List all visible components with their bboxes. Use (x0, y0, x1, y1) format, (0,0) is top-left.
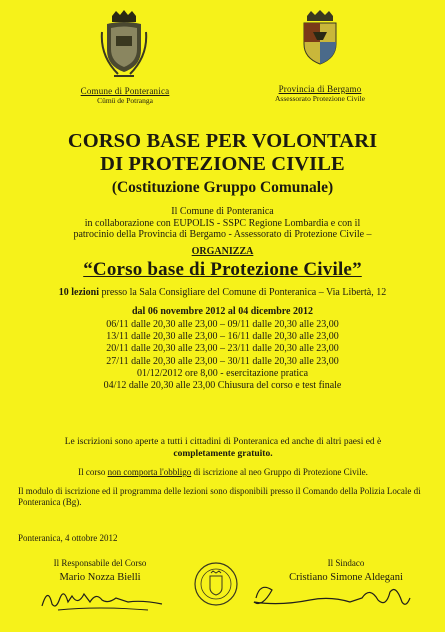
schedule-line: 06/11 dalle 20,30 alle 23,00 – 09/11 dalle 20,30 alle 23,00 (106, 319, 339, 330)
schedule-line: 27/11 dalle 20,30 alle 23,00 – 30/11 dalle 20,30 alle 23,00 (106, 355, 339, 367)
provincia-subtitle: Assessorato Protezione Civile (275, 94, 365, 103)
note-obligation-b: di iscrizione al neo Gruppo di Protezione Civile. (191, 467, 368, 477)
schedule-list (0, 319, 445, 392)
left-name: Mario Nozza Bielli (59, 572, 141, 583)
bergamo-crest-icon (297, 10, 343, 66)
notes-block (18, 437, 428, 509)
note-form: Il modulo di iscrizione ed il programma delle lezioni sono disponibili presso il Comando della Polizia Locale di Ponteranica (Bg). (18, 485, 421, 507)
course-name: “Corso base di Protezione Civile” (83, 259, 362, 280)
comune-title: Comune di Ponteranica (80, 86, 170, 96)
title-line-3: (Costituzione Gruppo Comunale) (111, 179, 334, 196)
intro-line-1: Il Comune di Ponteranica (171, 206, 274, 217)
title-line-2: DI PROTEZIONE CIVILE (100, 153, 345, 175)
dates-heading: dal 06 novembre 2012 al 04 dicembre 2012 (131, 305, 313, 317)
note-free: completamente gratuito. (173, 448, 273, 459)
schedule-line: 13/11 dalle 20,30 alle 23,00 – 16/11 dalle 20,30 alle 23,00 (106, 331, 339, 343)
schedule-line: 04/12 dalle 20,30 alle 23,00 Chiusura del corso e test finale (103, 380, 342, 392)
intro-block (0, 206, 445, 392)
ponteranica-crest-icon (98, 10, 150, 80)
place-date: Ponteranica, 4 ottobre 2012 (18, 533, 118, 543)
left-role: Il Responsabile del Corso (53, 558, 147, 568)
schedule-line: 20/11 dalle 20,30 alle 23,00 – 23/11 dalle 20,30 alle 23,00 (106, 343, 339, 355)
lessons-line (0, 287, 445, 299)
handwritten-signature-right (250, 578, 415, 612)
main-title (0, 130, 445, 198)
note-obligation (18, 467, 428, 479)
schedule-line: 01/12/2012 ore 8,00 - esercitazione pratica (136, 367, 309, 379)
intro-line-3: patrocinio della Provincia di Bergamo - Assessorato di Protezione Civile – (73, 229, 372, 240)
comune-subtitle: Cümü de Potranga (97, 96, 153, 105)
note-registration: Le iscrizioni sono aperte a tutti i cittadini di Ponteranica ed anche di altri paesi ed è (64, 437, 382, 447)
note-obligation-underlined: non comporta l'obbligo (107, 467, 192, 477)
lessons-location: presso la Sala Consigliare del Comune di Ponteranica – Via Libertà, 12 (99, 287, 387, 298)
lessons-count: 10 lezioni (58, 287, 100, 298)
municipal-seal-icon (193, 561, 239, 607)
intro-line-2: in collaborazione con EUPOLIS - SSPC Regione Lombardia e con il (84, 217, 361, 229)
handwritten-signature-left (38, 580, 168, 614)
title-line-1: CORSO BASE PER VOLONTARI (67, 130, 378, 152)
right-name: Cristiano Simone Aldegani (289, 572, 403, 583)
organizza-label: ORGANIZZA (191, 245, 254, 257)
right-role: Il Sindaco (327, 558, 365, 568)
header-right (255, 84, 385, 103)
provincia-title: Provincia di Bergamo (278, 84, 362, 94)
header-left (55, 86, 195, 105)
note-obligation-a: Il corso (78, 467, 108, 477)
